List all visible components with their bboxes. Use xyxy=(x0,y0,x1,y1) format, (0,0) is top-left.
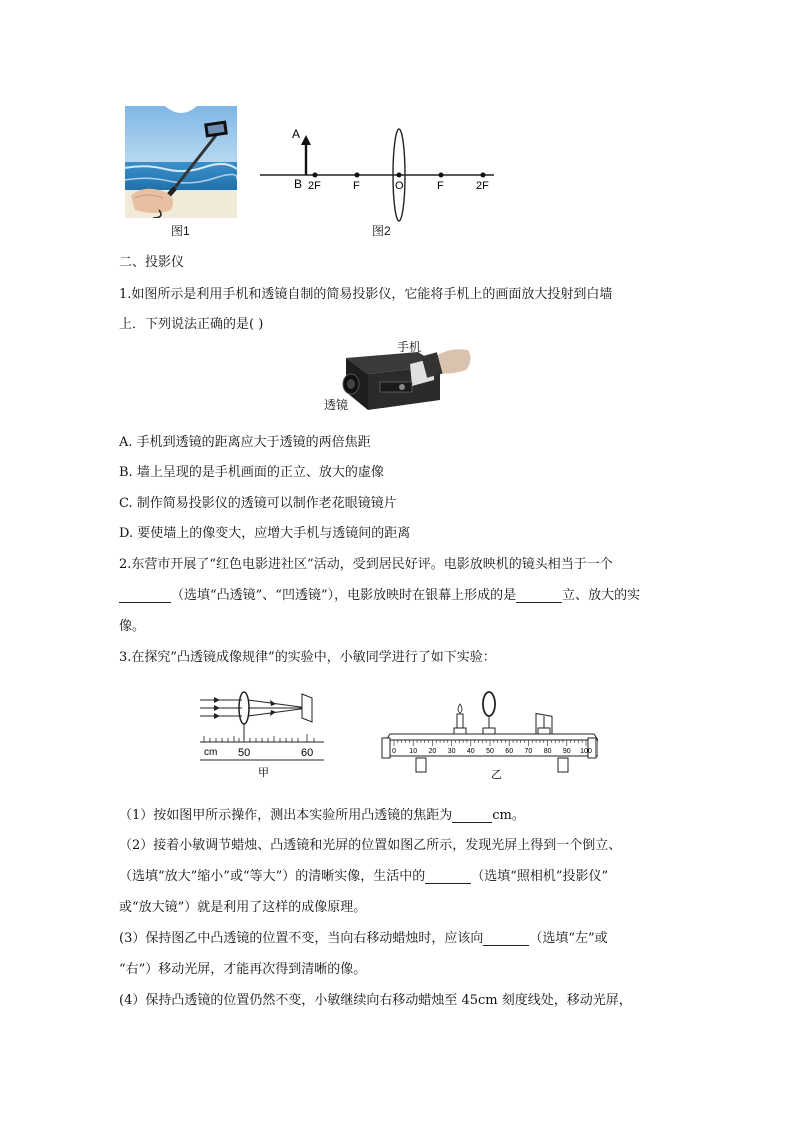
label-f-left: F xyxy=(353,180,360,192)
yi-flame xyxy=(458,704,462,713)
yi-tick-label: 60 xyxy=(505,748,514,755)
yi-tick-label: 90 xyxy=(562,748,571,755)
label-b: B xyxy=(294,177,303,191)
q1-stem-line-1: 1.如图所示是利用手机和透镜自制的简易投影仪，它能将手机上的画面放大投射到白墙 xyxy=(119,287,613,302)
q2-line-2-text-a: （选填“凸透镜”、“凹透镜”），电影放映时在银幕上形成的是 xyxy=(171,588,517,603)
q1-stem-line-2: 上．下列说法正确的是( ) xyxy=(119,317,264,332)
q1-label-phone: 手机 xyxy=(397,340,422,354)
section-title: 二、投影仪 xyxy=(119,255,185,270)
figure-2-caption: 图2 xyxy=(372,224,391,238)
q3-blank-focal[interactable] xyxy=(452,807,492,823)
figure-1-photo xyxy=(125,106,237,218)
q1-label-lens: 透镜 xyxy=(324,398,349,412)
label-a: A xyxy=(292,127,301,141)
q3-blank-direction[interactable] xyxy=(483,930,529,946)
label-2f-right: 2F xyxy=(476,180,489,192)
yi-tick-label: 100 xyxy=(580,748,592,755)
yi-lens xyxy=(483,692,495,716)
q3-part-2-line-2 xyxy=(119,865,608,884)
q2-blank-2[interactable] xyxy=(516,587,562,603)
q3-part-2-line-3: 或“放大镜”）就是利用了这样的成像原理。 xyxy=(119,900,367,915)
q2-line-2 xyxy=(119,584,640,603)
q3-part-3-line-1 xyxy=(119,927,608,946)
point-f-right xyxy=(439,173,444,178)
q3-part-3-text-b: （选填“左”或 xyxy=(529,931,608,946)
label-o: O xyxy=(395,180,404,192)
yi-caption: 乙 xyxy=(491,769,502,781)
q3-figure-yi xyxy=(380,682,598,782)
point-o xyxy=(397,173,402,178)
q3-part-2-text-b: （选填“照相机”投影仪” xyxy=(471,869,609,884)
jia-tick-50: 50 xyxy=(238,747,251,759)
q2-line-2-text-b: 立、放大的实 xyxy=(562,588,641,603)
point-2f-left xyxy=(313,173,318,178)
q3-part-2-text-a: （选填“放大”缩小”或“等大”）的清晰实像，生活中的 xyxy=(119,869,426,884)
q3-part-4-line-1: (4）保持凸透镜的位置仍然不变，小敏继续向右移动蜡烛至 45cm 刻度线处，移动光屏， xyxy=(119,993,632,1008)
jia-tick-60: 60 xyxy=(301,747,314,759)
yi-candle xyxy=(457,714,463,728)
q3-blank-device[interactable] xyxy=(425,868,471,884)
yi-tick-label: 40 xyxy=(466,748,475,755)
point-2f-right xyxy=(481,173,486,178)
figure-2-diagram xyxy=(258,118,498,222)
q3-part-1-text-a: （1）按如图甲所示操作，测出本实验所用凸透镜的焦距为 xyxy=(119,808,453,823)
yi-tick-label: 80 xyxy=(543,748,552,755)
q3-part-1 xyxy=(119,804,525,823)
q3-figure-jia xyxy=(198,688,328,780)
jia-caption: 甲 xyxy=(258,767,269,779)
q3-part-1-text-b: cm。 xyxy=(492,808,525,823)
object-arrow-head xyxy=(301,135,311,145)
q3-part-3-line-2: “右”）移动光屏，才能再次得到清晰的像。 xyxy=(119,962,367,977)
q2-line-3: 像。 xyxy=(119,619,146,634)
yi-tick-label: 20 xyxy=(428,748,437,755)
q1-option-c: C. 制作简易投影仪的透镜可以制作老花眼镜镜片 xyxy=(119,496,397,511)
q3-stem: 3.在探究”凸透镜成像规律”的实验中，小敏同学进行了如下实验： xyxy=(119,650,496,665)
q3-part-2-line-1: （2）接着小敏调节蜡烛、凸透镜和光屏的位置如图乙所示，发现光屏上得到一个倒立、 xyxy=(119,838,622,853)
q1-option-a: A. 手机到透镜的距离应大于透镜的两倍焦距 xyxy=(119,435,371,450)
q2-blank-1[interactable] xyxy=(119,587,171,603)
yi-tick-label: 10 xyxy=(409,748,418,755)
optical-bench-setup xyxy=(380,682,598,782)
q2-line-1: 2.东营市开展了“红色电影进社区”活动，受到居民好评。电影放映机的镜头相当于一个 xyxy=(119,557,613,572)
focal-length-setup xyxy=(198,688,328,780)
selfie-stick-illustration xyxy=(125,106,237,218)
label-2f-left: 2F xyxy=(308,180,321,192)
q3-part-3-text-a: (3）保持图乙中凸透镜的位置不变，当向右移动蜡烛时，应该向 xyxy=(119,931,484,946)
jia-unit-label: cm xyxy=(204,747,218,758)
label-f-right: F xyxy=(437,180,444,192)
yi-tick-label: 70 xyxy=(524,748,533,755)
jia-screen xyxy=(302,694,312,722)
figure-1-caption: 图1 xyxy=(171,224,190,238)
yi-tick-label: 30 xyxy=(447,748,456,755)
point-f-left xyxy=(355,173,360,178)
q1-option-b: B. 墙上呈现的是手机画面的正立、放大的虚像 xyxy=(119,465,384,480)
optical-axis-diagram xyxy=(258,118,498,222)
yi-tick-label: 50 xyxy=(486,748,494,755)
yi-tick-label: 0 xyxy=(392,748,396,755)
q1-option-d: D. 要使墙上的像变大，应增大手机与透镜间的距离 xyxy=(119,526,411,541)
